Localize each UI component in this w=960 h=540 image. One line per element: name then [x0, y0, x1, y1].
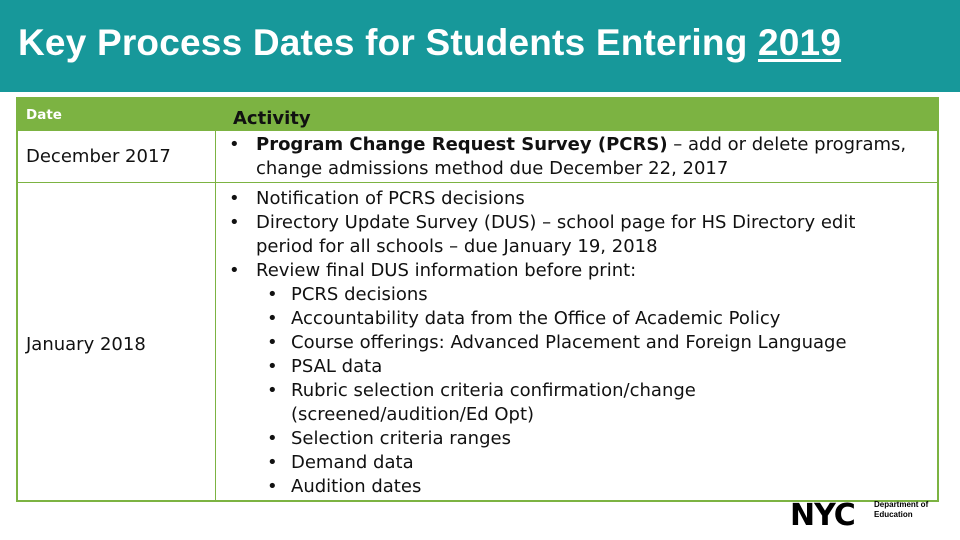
sub-list-item-text: Selection criteria ranges	[291, 428, 511, 449]
sub-list-item	[223, 331, 855, 355]
sub-list-item	[223, 283, 855, 307]
bullet: •	[267, 380, 278, 401]
sub-list-item-text-cont: (screened/audition/Ed Opt)	[291, 404, 535, 425]
list-item	[223, 259, 855, 283]
sub-list-item	[223, 355, 855, 379]
logo-department-text	[874, 500, 928, 520]
logo-line-1: Department of	[874, 500, 929, 509]
list-item-text: Notification of PCRS decisions	[256, 188, 525, 209]
list-item-text: Review final DUS information before print:	[256, 260, 637, 281]
bullet: •	[267, 476, 278, 497]
sub-list-item	[223, 475, 855, 499]
bullet: •	[267, 428, 278, 449]
bullet: •	[267, 332, 278, 353]
page-title-year: 2019	[757, 22, 842, 63]
sub-list-item	[223, 451, 855, 475]
title-bar	[0, 0, 960, 92]
sub-list-item-text: Demand data	[291, 452, 414, 473]
nyc-logo-mark: NYC	[790, 498, 855, 533]
column-divider	[215, 131, 216, 500]
sub-list-item-text: Rubric selection criteria confirmation/change	[291, 380, 696, 401]
key-dates-table	[16, 97, 939, 502]
sub-list-item-text: PCRS decisions	[291, 284, 428, 305]
bullet: •	[229, 134, 240, 155]
page-title	[18, 22, 841, 64]
header-date: Date	[26, 107, 62, 123]
sub-list-item-text: Course offerings: Advanced Placement and Foreign Language	[291, 332, 847, 353]
list-item	[223, 187, 855, 211]
pcrs-description: – add or delete programs,	[667, 134, 907, 155]
bullet: •	[267, 308, 278, 329]
sub-list-item	[223, 427, 855, 451]
header-activity: Activity	[233, 108, 311, 129]
date-january-2018: January 2018	[26, 334, 146, 355]
table-header	[18, 99, 937, 131]
list-item	[223, 211, 855, 259]
sub-list-item-text: Audition dates	[291, 476, 422, 497]
sub-list-item	[223, 307, 855, 331]
date-december-2017: December 2017	[26, 146, 171, 167]
logo-line-2: Education	[874, 510, 913, 519]
bullet: •	[229, 212, 240, 233]
nyc-doe-logo	[790, 496, 950, 536]
pcrs-label: Program Change Request Survey (PCRS)	[256, 134, 668, 155]
pcrs-description-cont: change admissions method due December 22, 2017	[256, 158, 729, 179]
bullet: •	[229, 260, 240, 281]
bullet: •	[229, 188, 240, 209]
activity-list-january	[223, 187, 855, 499]
bullet: •	[267, 452, 278, 473]
sub-list-item-text: PSAL data	[291, 356, 383, 377]
list-item-text: Directory Update Survey (DUS) – school page for HS Directory edit	[256, 212, 856, 233]
sub-list-item	[223, 379, 855, 427]
list-item	[223, 133, 906, 181]
bullet: •	[267, 356, 278, 377]
row-divider	[18, 182, 937, 183]
activity-list-december	[223, 133, 906, 181]
page-title-text: Key Process Dates for Students Entering	[18, 22, 748, 63]
list-item-text-cont: period for all schools – due January 19, 2018	[256, 236, 658, 257]
sub-list-item-text: Accountability data from the Office of Academic Policy	[291, 308, 781, 329]
bullet: •	[267, 284, 278, 305]
